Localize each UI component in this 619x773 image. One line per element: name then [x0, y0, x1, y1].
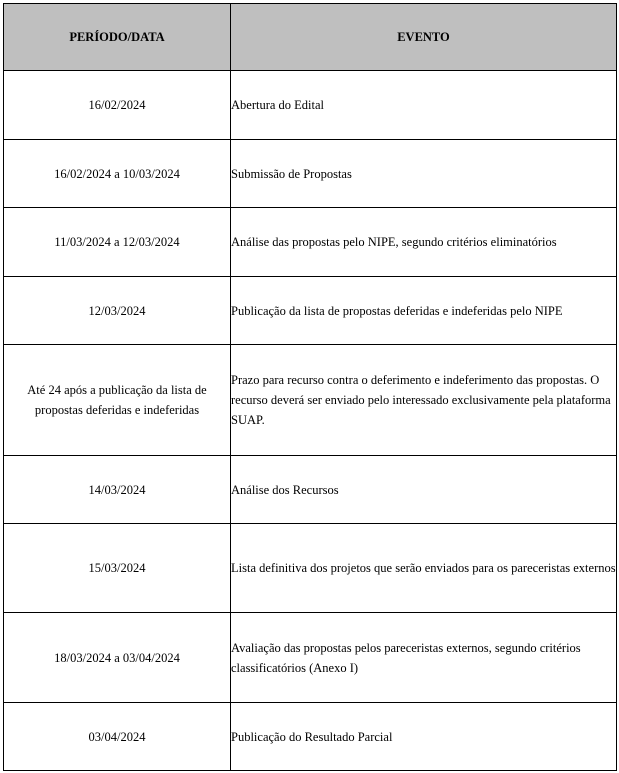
table-header-row	[4, 4, 617, 71]
table-row	[4, 613, 617, 703]
event-cell: Análise das propostas pelo NIPE, segundo critérios eliminatórios	[231, 208, 617, 277]
period-cell: 16/02/2024 a 10/03/2024	[4, 140, 231, 208]
schedule-table	[3, 3, 617, 771]
table-row	[4, 703, 617, 771]
event-cell: Publicação do Resultado Parcial	[231, 703, 617, 771]
table-row	[4, 140, 617, 208]
table-row	[4, 71, 617, 140]
event-cell: Publicação da lista de propostas deferidas e indeferidas pelo NIPE	[231, 277, 617, 345]
period-cell: Até 24 após a publicação da lista de propostas deferidas e indeferidas	[4, 345, 231, 456]
event-cell: Avaliação das propostas pelos pareceristas externos, segundo critérios classificatórios (Anexo I)	[231, 613, 617, 703]
table-row	[4, 277, 617, 345]
table-row	[4, 208, 617, 277]
event-cell: Submissão de Propostas	[231, 140, 617, 208]
table-row	[4, 456, 617, 524]
column-header-period: PERÍODO/DATA	[4, 4, 231, 71]
period-cell: 12/03/2024	[4, 277, 231, 345]
event-cell: Abertura do Edital	[231, 71, 617, 140]
period-cell: 14/03/2024	[4, 456, 231, 524]
event-cell: Prazo para recurso contra o deferimento e indeferimento das propostas. O recurso deverá ser enviado pelo interessado exclusivamente pela plataforma SUAP.	[231, 345, 617, 456]
period-cell: 16/02/2024	[4, 71, 231, 140]
event-cell: Lista definitiva dos projetos que serão enviados para os pareceristas externos	[231, 524, 617, 613]
period-cell: 18/03/2024 a 03/04/2024	[4, 613, 231, 703]
event-cell: Análise dos Recursos	[231, 456, 617, 524]
period-cell: 15/03/2024	[4, 524, 231, 613]
period-cell: 11/03/2024 a 12/03/2024	[4, 208, 231, 277]
column-header-event: EVENTO	[231, 4, 617, 71]
period-cell: 03/04/2024	[4, 703, 231, 771]
table-row	[4, 345, 617, 456]
table-row	[4, 524, 617, 613]
